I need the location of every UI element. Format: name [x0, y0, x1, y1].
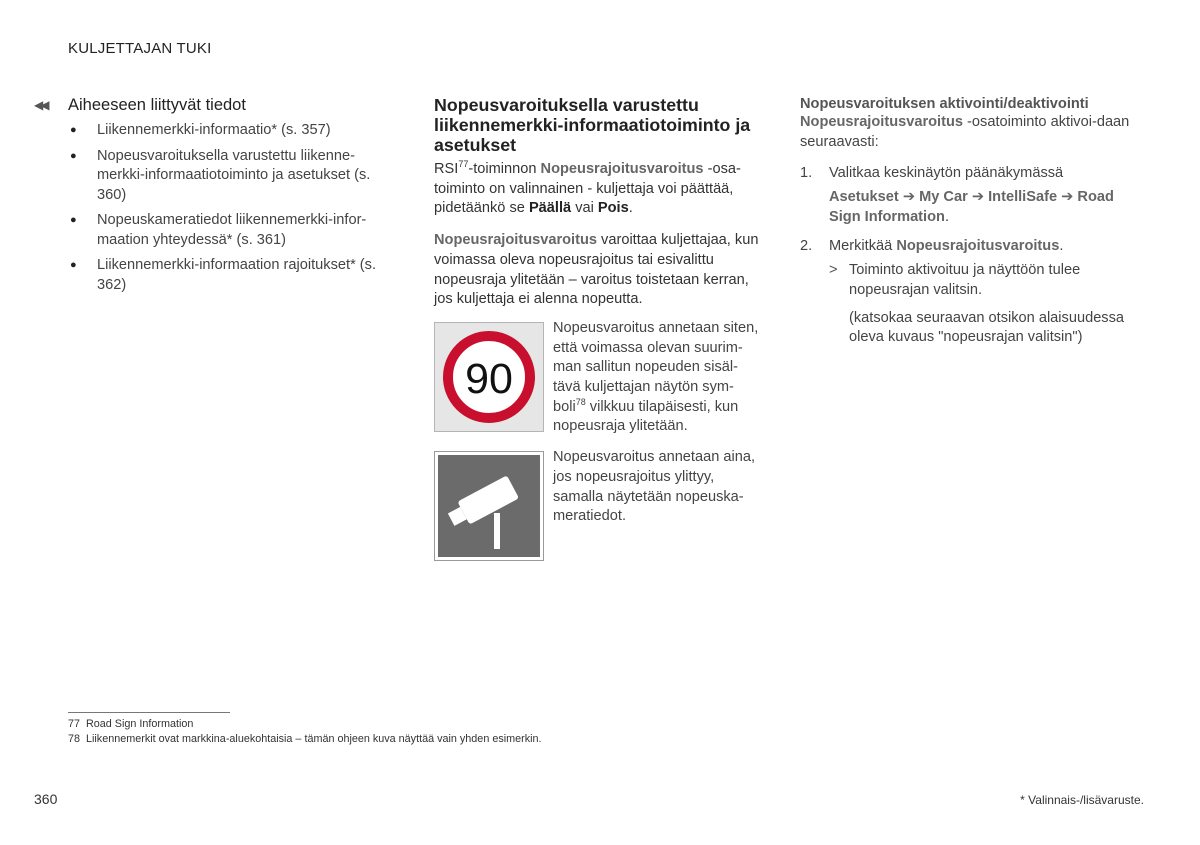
- bullet-icon: ●: [70, 214, 77, 226]
- speed-limit-figure: [434, 319, 764, 437]
- footnote: 77 Road Sign Information: [68, 718, 194, 730]
- related-list: [68, 121, 388, 295]
- footnote-ref[interactable]: 78: [575, 396, 586, 407]
- bullet-icon: ●: [70, 124, 77, 136]
- menu-path: Asetukset ➔ My Car ➔ IntelliSafe ➔ Road Sign Information.: [829, 189, 1114, 225]
- running-head: KULJETTAJAN TUKI: [68, 40, 212, 57]
- footnote-divider: [68, 712, 230, 713]
- activation-intro: Nopeusrajoitusvaroitus -osatoiminto aktivoi-daan seuraavasti:: [800, 114, 1130, 150]
- arrow-right-icon: ➔: [898, 189, 920, 206]
- speed-warning-text: Nopeusvaroitus annetaan siten, että voimassa olevan suurim-man sallitun nopeuden sisäl-tävä kuljettajan näytön sym-boli$^{78}$ vilkkuu tilapäisesti, kun nopeusraja ylitetään.: [553, 319, 759, 435]
- step-note: (katsokaa seuraavan otsikon alaisuudessa oleva kuvaus "nopeusrajan valitsin"): [849, 309, 1125, 346]
- result-arrow-icon: >: [829, 262, 838, 279]
- double-chevron-left-icon[interactable]: ◀◀: [34, 98, 47, 112]
- related-section: [34, 96, 388, 301]
- activation-section: [800, 96, 1130, 357]
- page-title: Nopeusvaroituksella varustettu liikennemerkki-informaatiotoiminto ja asetukset: [434, 95, 751, 155]
- page-number: 360: [34, 791, 58, 807]
- footer-note: * Valinnais-/lisävaruste.: [1020, 793, 1144, 807]
- step-item: 1. Valitkaa keskinäytön päänäkymässä Asetukset ➔ My Car ➔ IntelliSafe ➔ Road Sign Information.: [800, 164, 1130, 227]
- main-column: [434, 95, 764, 566]
- related-link[interactable]: ● Liikennemerkki-informaation rajoitukset* (s. 362): [70, 257, 377, 293]
- sign-speed-value: 90: [465, 354, 513, 403]
- footnote: 78 Liikennemerkit ovat markkina-aluekohtaisia – tämän ohjeen kuva näyttää vain yhden esimerkin.: [68, 733, 542, 745]
- activation-steps: [800, 164, 1130, 348]
- speed-camera-sign-image: [434, 451, 544, 566]
- speed-camera-icon: [434, 451, 544, 561]
- arrow-right-icon: ➔: [1057, 189, 1078, 206]
- footnotes: [68, 717, 542, 747]
- related-title: Aiheeseen liittyvät tiedot: [68, 96, 246, 114]
- related-link[interactable]: ● Nopeuskameratiedot liikennemerkki-infor-maation yhteydessä* (s. 361): [70, 212, 367, 248]
- arrow-right-icon: ➔: [967, 189, 989, 206]
- speed-limit-sign-image: [434, 322, 544, 437]
- speed-camera-text: Nopeusvaroitus annetaan aina, jos nopeusrajoitus ylittyy, samalla näytetään nopeuska-meratiedot.: [553, 449, 756, 525]
- speed-limit-sign-icon: [434, 322, 544, 432]
- bullet-icon: ●: [70, 149, 77, 162]
- activation-heading: Nopeusvaroituksen aktivointi/deaktivointi: [800, 96, 1089, 112]
- intro-paragraph: RSI$^{77}$-toiminnon Nopeusrajoitusvaroitus -osa-toiminto on valinnainen - kuljettaja voi päättää, pidetäänkö se Päällä vai Pois.: [434, 159, 741, 217]
- footnote-ref[interactable]: 77: [458, 159, 469, 170]
- related-link[interactable]: ● Nopeusvaroituksella varustettu liikenne-merkki-informaatiotoiminto ja asetukset (s. 360): [70, 147, 371, 203]
- speed-camera-figure: [434, 451, 764, 566]
- step-result: > Toiminto aktivoituu ja näyttöön tulee nopeusrajan valitsin.: [829, 262, 1081, 298]
- step-item: 2. Merkitkää Nopeusrajoitusvaroitus. > Toiminto aktivoituu ja näyttöön tulee nopeusrajan valitsin. (katsokaa seuraavan otsikon alaisuudessa oleva kuvaus "nopeusrajan valitsin"): [800, 237, 1130, 349]
- related-link[interactable]: ● Liikennemerkki-informaatio* (s. 357): [68, 121, 388, 141]
- warning-paragraph: Nopeusrajoitusvaroitus varoittaa kuljettajaa, kun voimassa oleva nopeusrajoitus tai esivalittu nopeusraja ylitetään – varoitus toistetaan kerran, jos kuljettaja ei alenna nopeutta.: [434, 232, 759, 308]
- bullet-icon: ●: [70, 259, 77, 271]
